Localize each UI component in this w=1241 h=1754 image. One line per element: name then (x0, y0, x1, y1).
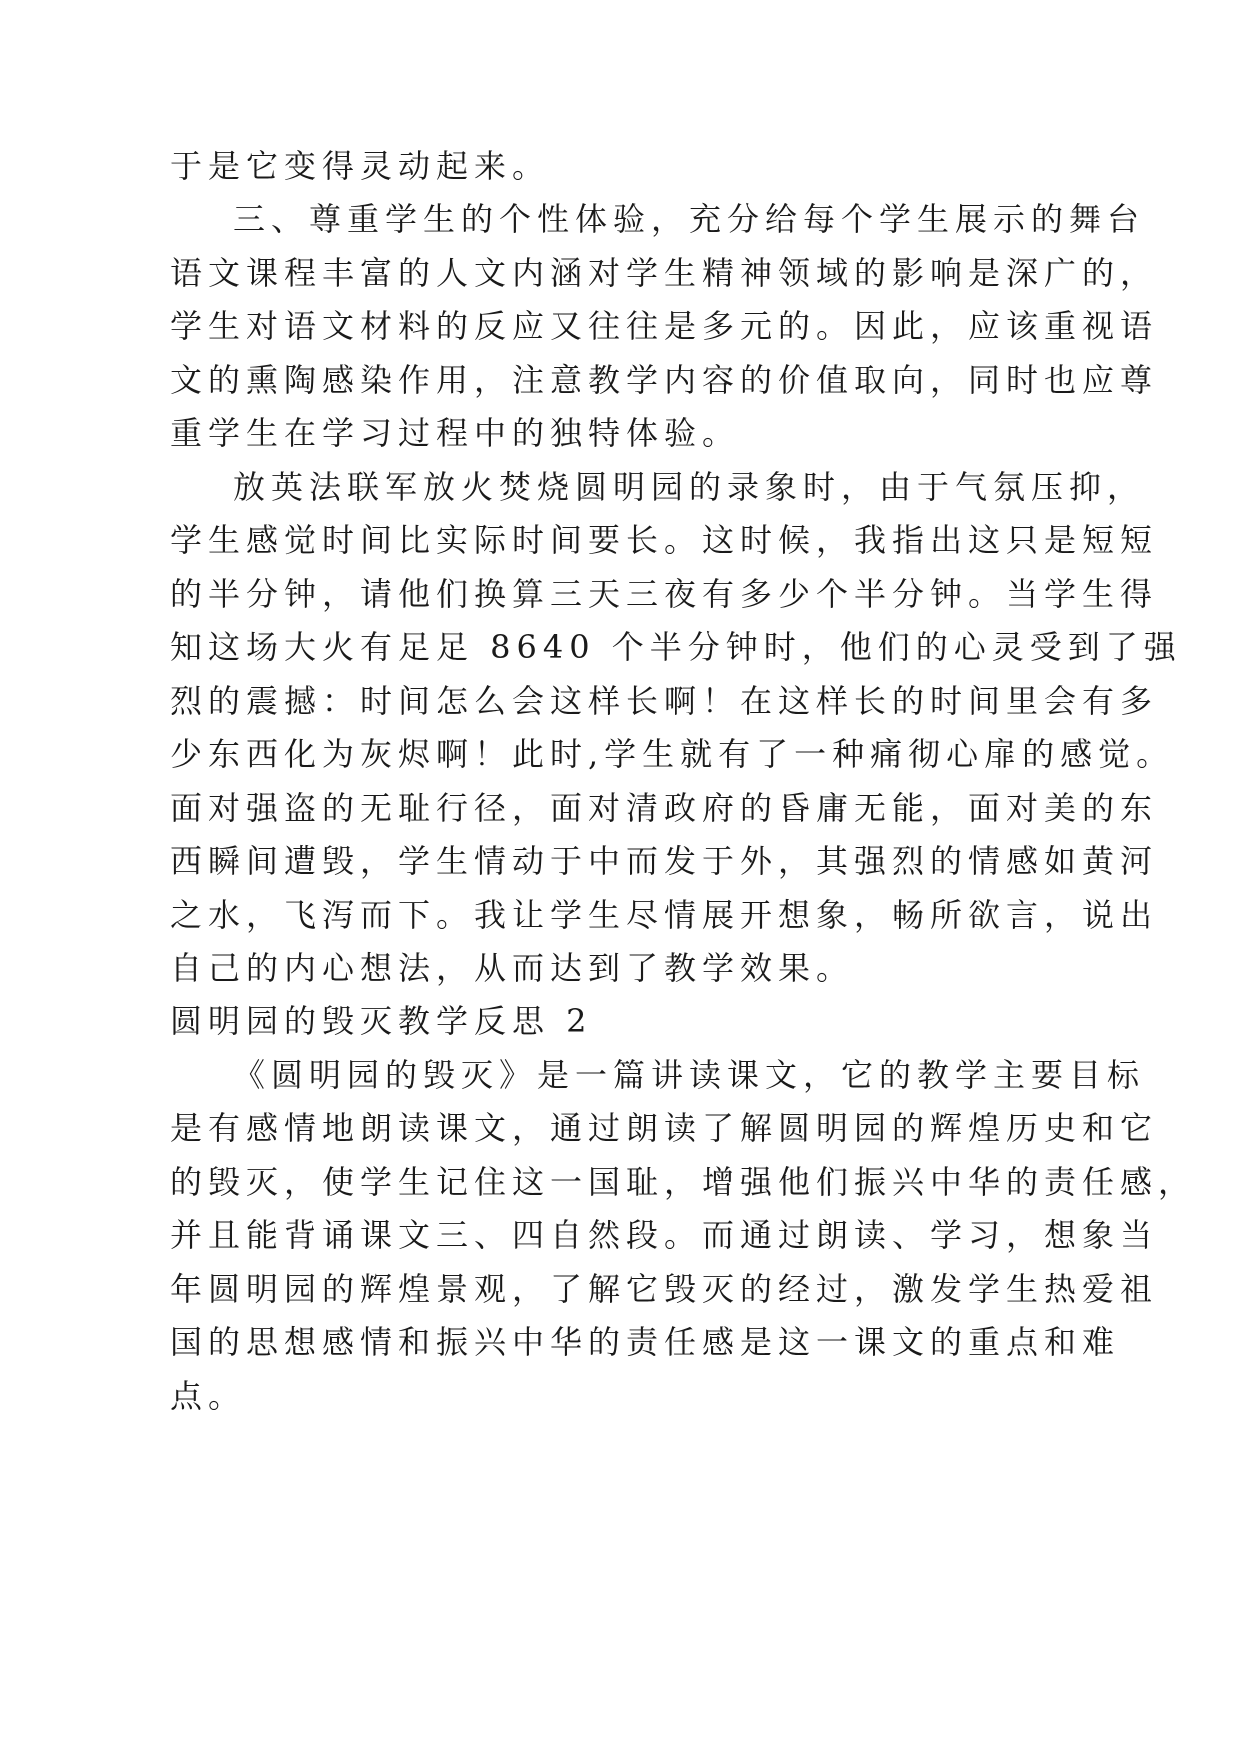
text-line: 文的熏陶感染作用，注意教学内容的价值取向，同时也应尊 (170, 361, 1159, 399)
text-line: 是有感情地朗读课文，通过朗读了解圆明园的辉煌历史和它 (170, 1109, 1159, 1147)
text-line: 年圆明园的辉煌景观，了解它毁灭的经过，激发学生热爱祖 (170, 1270, 1159, 1308)
text-line: 西瞬间遭毁，学生情动于中而发于外，其强烈的情感如黄河 (170, 842, 1159, 880)
text-line: 之水，飞泻而下。我让学生尽情展开想象，畅所欲言，说出 (170, 896, 1159, 934)
text-line: 《圆明园的毁灭》是一篇讲读课文，它的教学主要目标 (233, 1056, 1146, 1094)
text-line: 语文课程丰富的人文内涵对学生精神领域的影响是深广的， (170, 254, 1159, 292)
text-line: 放英法联军放火焚烧圆明园的录象时，由于气氛压抑， (233, 468, 1146, 506)
text-line: 知这场大火有足足 8640 个半分钟时，他们的心灵受到了强 (170, 628, 1182, 666)
text-line: 自己的内心想法，从而达到了教学效果。 (170, 949, 855, 987)
text-line: 的毁灭，使学生记住这一国耻，增强他们振兴中华的责任感， (170, 1163, 1197, 1201)
text-line: 面对强盗的无耻行径，面对清政府的昏庸无能，面对美的东 (170, 789, 1159, 827)
section-heading: 三、尊重学生的个性体验，充分给每个学生展示的舞台 (233, 200, 1146, 238)
text-line: 并且能背诵课文三、四自然段。而通过朗读、学习，想象当 (170, 1216, 1159, 1254)
text-line: 学生对语文材料的反应又往往是多元的。因此，应该重视语 (170, 307, 1159, 345)
text-line: 点。 (170, 1377, 247, 1415)
text-line: 少东西化为灰烬啊！此时,学生就有了一种痛彻心扉的感觉。 (170, 735, 1175, 773)
text-line: 烈的震撼：时间怎么会这样长啊！在这样长的时间里会有多 (170, 682, 1159, 720)
text-line: 国的思想感情和振兴中华的责任感是这一课文的重点和难 (170, 1323, 1121, 1361)
text-line: 重学生在学习过程中的独特体验。 (170, 414, 741, 452)
text-line: 于是它变得灵动起来。 (170, 147, 551, 185)
text-line: 学生感觉时间比实际时间要长。这时候，我指出这只是短短 (170, 521, 1159, 559)
text-line: 的半分钟，请他们换算三天三夜有多少个半分钟。当学生得 (170, 575, 1159, 613)
article-title: 圆明园的毁灭教学反思 2 (170, 1002, 593, 1040)
